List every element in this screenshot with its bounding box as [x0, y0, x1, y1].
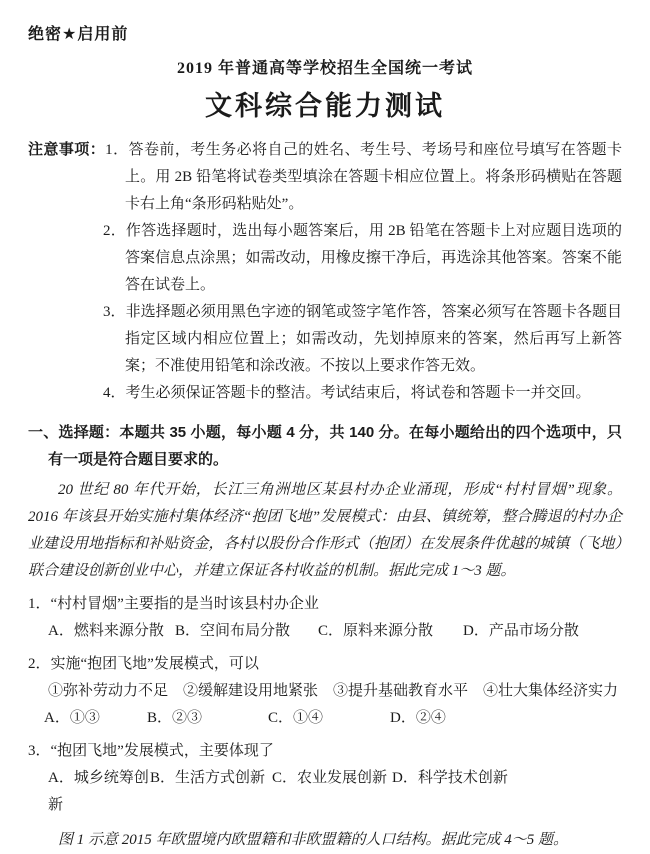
passage-1: 20 世纪 80 年代开始，长江三角洲地区某县村办企业涌现，形成“村村冒烟”现象。2016 年该县开始实施村集体经济“抱团飞地”发展模式：由县、镇统筹，整合腾退的村办企业建设用地指标和补贴资金，各村以股份合作形式（抱团）在发展条件优越的城镇（飞地）联合建设创新创业中心，并建立保证各村收益的机制。据此完成 1～3 题。 [28, 482, 622, 579]
question-1-number: 1． [28, 596, 51, 612]
section-heading: 一、选择题：本题共 35 小题，每小题 4 分，共 140 分。在每小题给出的四个选项中，只有一项是符合题目要求的。 [28, 424, 622, 468]
question-2-option-b: B．②③ [147, 710, 203, 726]
notice-item-1 [28, 136, 622, 218]
question-3-options [28, 765, 622, 819]
question-1-option-c: C．原料来源分散 [318, 623, 434, 639]
question-2-option-c: C．①④ [268, 710, 324, 726]
notice-item-2: 2．作答选择题时，选出每小题答案后，用 2B 铅笔在答题卡上对应题目选项的答案信息点涂黑；如需改动，用橡皮擦干净后，再选涂其他答案。答案不能答在试卷上。 [103, 223, 622, 293]
notice-label: 注意事项： [28, 141, 106, 158]
question-1-options [28, 618, 622, 645]
question-3-stem [28, 738, 622, 765]
question-1-option-b: B．空间布局分散 [175, 623, 291, 639]
exam-title: 2019 年普通高等学校招生全国统一考试 [176, 60, 473, 77]
question-2 [28, 651, 622, 732]
question-3-stem-text: “抱团飞地”发展模式，主要体现了 [50, 743, 274, 759]
question-3-option-d: D．科学技术创新 [392, 770, 508, 786]
subject-title: 文科综合能力测试 [205, 91, 445, 121]
question-2-options [28, 705, 622, 732]
question-3-option-c: C．农业发展创新 [272, 770, 388, 786]
notice-item-1-text: 1．答卷前，考生务必将自己的姓名、考生号、考场号和座位号填写在答题卡上。用 2B 铅笔将试卷类型填涂在答题卡相应位置上。将条形码横贴在答题卡右上角“条形码粘贴处”。 [105, 142, 622, 212]
question-3 [28, 738, 622, 819]
question-2-number: 2． [28, 656, 51, 672]
notice-item-4: 4．考生必须保证答题卡的整洁。考试结束后，将试卷和答题卡一并交回。 [103, 385, 591, 401]
question-3-number: 3． [28, 743, 51, 759]
question-1-option-a: A．燃料来源分散 [48, 623, 164, 639]
question-2-sub-options: ①弥补劳动力不足 ②缓解建设用地紧张 ③提升基础教育水平 ④壮大集体经济实力 [48, 683, 619, 699]
question-2-stem-text: 实施“抱团飞地”发展模式，可以 [50, 656, 259, 672]
question-1 [28, 591, 622, 645]
question-2-stem [28, 651, 622, 678]
question-3-option-b: B．生活方式创新 [150, 770, 266, 786]
passage-2-figure-intro: 图 1 示意 2015 年欧盟境内欧盟籍和非欧盟籍的人口结构。据此完成 4～5 题。 [58, 832, 569, 848]
notice-section [28, 136, 622, 407]
classification-label: 绝密★启用前 [28, 26, 129, 43]
question-1-option-d: D．产品市场分散 [463, 623, 579, 639]
question-2-option-d: D．②④ [390, 710, 446, 726]
question-1-stem-text: “村村冒烟”主要指的是当时该县村办企业 [50, 596, 319, 612]
question-2-option-a: A．①③ [44, 710, 100, 726]
question-1-stem [28, 591, 622, 618]
question-3-option-a: A．城乡统筹创新 [48, 770, 149, 813]
notice-item-3: 3．非选择题必须用黑色字迹的钢笔或签字笔作答，答案必须写在答题卡各题目指定区域内相应位置上；如需改动，先划掉原来的答案，然后再写上新答案；不准使用铅笔和涂改液。不按以上要求作答无效。 [103, 304, 622, 374]
